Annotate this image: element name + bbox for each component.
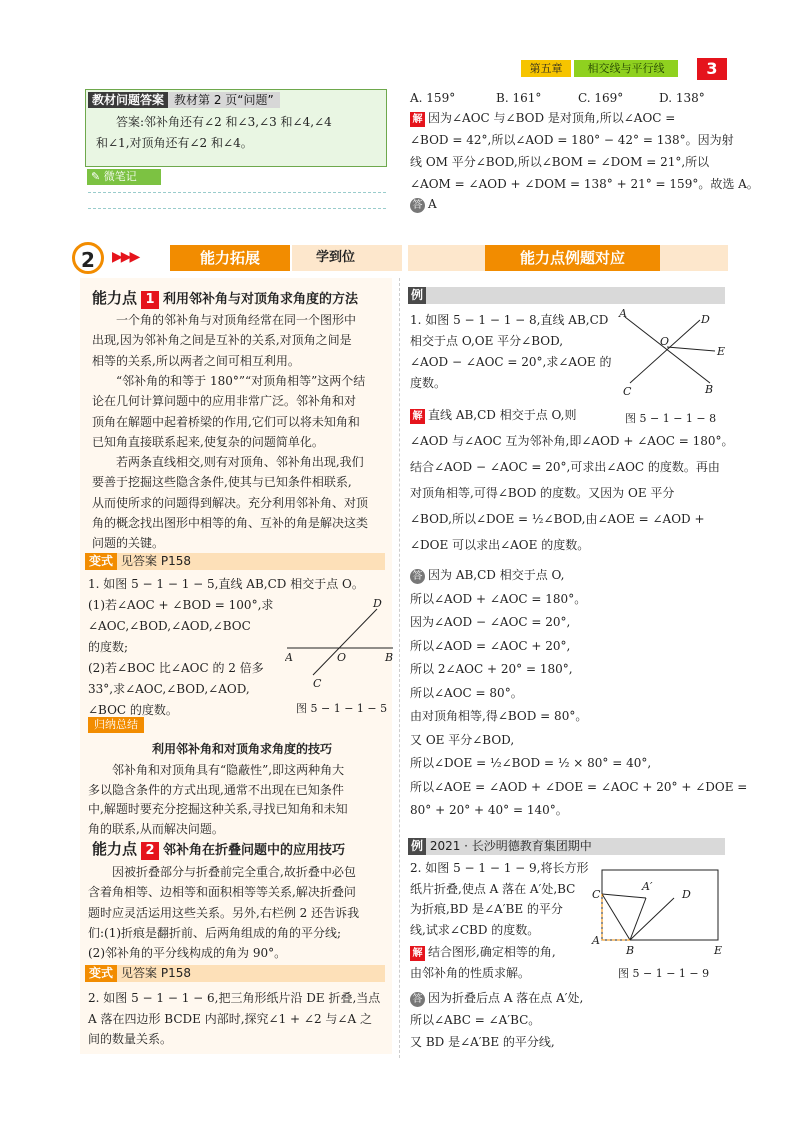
chapter-title: 相交线与平行线: [574, 60, 678, 77]
svg-text:C: C: [592, 888, 601, 901]
text-line: 纸片折叠,使点 A 落在 A′处,BC: [410, 881, 576, 896]
text-line: A 落在四边形 BCDE 内部时,探究∠1 + ∠2 与∠A 之: [88, 1011, 372, 1026]
text-line: ∠AOD − ∠AOC = 20°,求∠AOE 的: [410, 355, 612, 369]
text-line: 题时应灵活运用这些关系。另外,右栏例 2 还告诉我: [88, 905, 360, 920]
text-line: 角的概念找出图形中相等的角、互补的角是解决这类: [92, 516, 369, 530]
svg-text:A: A: [285, 651, 293, 664]
note-line: [88, 192, 386, 193]
point1-heading: 能力点 1 利用邻补角与对顶角求角度的方法: [92, 289, 359, 307]
text-line: 已知角直接联系起来,使复杂的问题简单化。: [92, 434, 324, 449]
summary-title: 利用邻补角和对顶角求角度的技巧: [151, 742, 332, 756]
solution-line: ∠AOM = ∠AOD + ∠DOM = 138° + 21° = 159°。故选 A。: [410, 177, 759, 191]
figure-caption: 图 5 − 1 − 1 − 9: [618, 967, 710, 980]
text-line: 们:(1)折痕是翻折前、后两角组成的角的平分线;: [88, 925, 342, 940]
text-line: 所以 2∠AOC + 20° = 180°,: [410, 662, 573, 676]
jie-badge: 解: [410, 409, 425, 424]
variant-bar: 变式 见答案 P158: [85, 965, 385, 982]
text-line: 解 结合图形,确定相等的角,: [410, 942, 556, 963]
text-line: 问题的关键。: [92, 536, 165, 551]
text-line: “邻补角的和等于 180°”“对顶角相等”这两个结: [116, 373, 366, 388]
figure-5-1-1-9: [590, 858, 730, 958]
text-line: (2)邻补角的平分线构成的角为 90°。: [88, 946, 287, 961]
textbook-subtag: 教材第 2 页“问题”: [168, 92, 280, 108]
text-line: 从而使所求的问题得到解决。充分利用邻补角、对顶: [92, 495, 369, 510]
text-line: 又 BD 是∠A′BE 的平分线,: [410, 1035, 555, 1049]
svg-text:A: A: [592, 934, 600, 947]
option-a: A. 159°: [410, 91, 456, 105]
figure-5-1-1-8: [615, 305, 730, 400]
figure-caption: 图 5 − 1 − 1 − 8: [625, 412, 717, 425]
page-number: 3: [697, 58, 727, 80]
micro-note-tag: [87, 169, 161, 185]
text-line: 又 OE 平分∠BOD,: [410, 732, 515, 747]
da-badge: 答: [410, 992, 425, 1007]
example1-bar: 例: [408, 287, 725, 304]
text-line: 答 因为折叠后点 A 落在点 A′处,: [410, 988, 583, 1009]
text-line: 出现,因为邻补角之间是互补的关系,对顶角之间是: [92, 333, 352, 348]
arrows-icon: ▶▶▶: [112, 249, 139, 265]
text-line: 一个角的邻补角与对顶角经常在同一个图形中: [116, 313, 357, 327]
text-line: 因为∠AOD − ∠AOC = 20°,: [410, 615, 571, 629]
solution-line: ∠BOD = 42°,所以∠AOD = 180° − 42° = 138°。因为射: [410, 133, 734, 147]
text-line: 对顶角相等,可得∠BOD 的度数。又因为 OE 平分: [410, 486, 675, 500]
variant-bar: 变式 见答案 P158: [85, 553, 385, 570]
text-line: 33°,求∠AOC,∠BOD,∠AOD,: [88, 682, 250, 696]
text-line: ∠BOD,所以∠DOE = ½∠BOD,由∠AOE = ∠AOD +: [410, 512, 705, 526]
option-b: B. 161°: [496, 91, 542, 105]
answer-line: 答 A: [410, 194, 437, 215]
jie-badge: 解: [410, 112, 425, 127]
text-line: 相等的关系,所以两者之间可相互利用。: [92, 353, 300, 368]
text-line: 80° + 20° + 40° = 140°。: [410, 803, 568, 817]
text-line: 顶角在解题中起着桥梁的作用,它们可以将未知角和: [92, 414, 360, 429]
text-line: 为折痕,BD 是∠A′BE 的平分: [410, 902, 563, 916]
svg-text:B: B: [705, 383, 714, 396]
text-line: 线,试求∠CBD 的度数。: [410, 922, 540, 937]
option-c: C. 169°: [578, 91, 624, 105]
svg-text:B: B: [626, 944, 635, 957]
text-line: 含着角相等、边相等和面积相等等关系,解决折叠问: [88, 885, 356, 900]
text-line: (1)若∠AOC + ∠BOD = 100°,求: [88, 598, 274, 612]
text-line: 由邻补角的性质求解。: [410, 966, 531, 980]
textbook-tag: 教材问题答案: [88, 92, 168, 108]
text-line: 度数。: [410, 376, 447, 390]
text-line: ∠AOC,∠BOD,∠AOD,∠BOC: [88, 619, 251, 633]
example2-bar: 例 2021 · 长沙明德教育集团期中: [408, 838, 725, 855]
textbook-tag-row: [88, 91, 280, 108]
text-line: 中,解题时要充分挖掘这种关系,寻找已知角和未知: [88, 802, 348, 816]
svg-text:C: C: [313, 677, 322, 690]
chapter-label: 第五章: [521, 60, 571, 77]
text-line: 若两条直线相交,则有对顶角、邻补角出现,我们: [116, 455, 364, 470]
text-line: 多以隐含条件的方式出现,通常不出现在已知条件: [88, 782, 344, 797]
textbook-line: 和∠1,对顶角还有∠2 和∠4。: [96, 136, 253, 150]
text-line: 结合∠AOD − ∠AOC = 20°,可求出∠AOC 的度数。再由: [410, 460, 720, 474]
summary-tag: 归纳总结: [88, 717, 144, 733]
point2-heading: 能力点 2 邻补角在折叠问题中的应用技巧: [92, 840, 346, 858]
text-line: 所以∠AOD + ∠AOC = 180°。: [410, 591, 587, 606]
text-line: 所以∠AOD = ∠AOC + 20°,: [410, 638, 571, 653]
svg-text:B: B: [385, 651, 394, 664]
text-line: 解 直线 AB,CD 相交于点 O,则: [410, 405, 577, 426]
svg-text:A′: A′: [642, 880, 653, 893]
svg-text:O: O: [337, 651, 347, 664]
solution-line: 线 OM 平分∠BOD,所以∠BOM = ∠DOM = 21°,所以: [410, 155, 710, 169]
text-line: 所以∠ABC = ∠A′BC。: [410, 1013, 541, 1027]
column-divider: [399, 278, 400, 1058]
section-right-title: 能力点例题对应: [485, 245, 660, 271]
figure-caption: 图 5 − 1 − 1 − 5: [296, 702, 388, 715]
text-line: 1. 如图 5 − 1 − 1 − 5,直线 AB,CD 相交于点 O。: [88, 577, 364, 591]
note-line: [88, 208, 386, 209]
text-line: 角的联系,从而解决问题。: [88, 821, 224, 836]
text-line: 所以∠AOC = 80°。: [410, 685, 523, 700]
text-line: 由对顶角相等,得∠BOD = 80°。: [410, 709, 588, 723]
figure-5-1-1-5: [285, 595, 395, 690]
text-line: 邻补角和对顶角具有“隐蔽性”,即这两种角大: [112, 763, 345, 777]
option-d: D. 138°: [659, 91, 705, 105]
text-line: 的度数;: [88, 640, 129, 654]
section-number: 2: [72, 242, 104, 274]
svg-text:E: E: [717, 345, 726, 358]
solution-line: 解 因为∠AOC 与∠BOD 是对顶角,所以∠AOC =: [410, 108, 675, 129]
example2-source: 2021 · 长沙明德教育集团期中: [429, 839, 592, 853]
text-line: 答 因为 AB,CD 相交于点 O,: [410, 565, 565, 586]
text-line: 2. 如图 5 − 1 − 1 − 9,将长方形: [410, 861, 589, 875]
section-subtitle: 学到位: [292, 245, 402, 271]
svg-text:D: D: [701, 313, 710, 326]
svg-text:C: C: [623, 385, 632, 398]
text-line: 因被折叠部分与折叠前完全重合,故折叠中必包: [112, 865, 356, 879]
text-line: 要善于挖掘这些隐含条件,使其与已知条件相联系,: [92, 475, 352, 490]
micro-note-label: 微笔记: [103, 170, 137, 183]
text-line: 2. 如图 5 − 1 − 1 − 6,把三角形纸片沿 DE 折叠,当点: [88, 991, 381, 1005]
text-line: 所以∠DOE = ½∠BOD = ½ × 80° = 40°,: [410, 756, 652, 770]
text-line: 所以∠AOE = ∠AOD + ∠DOE = ∠AOC + 20° + ∠DOE =: [410, 779, 748, 794]
text-line: 间的数量关系。: [88, 1032, 173, 1046]
textbook-line: 答案:邻补角还有∠2 和∠3,∠3 和∠4,∠4: [116, 115, 332, 129]
section-title: 能力拓展: [170, 245, 290, 271]
text-line: ∠BOC 的度数。: [88, 703, 178, 717]
svg-text:O: O: [660, 335, 670, 348]
svg-text:D: D: [682, 888, 691, 901]
svg-text:E: E: [714, 944, 723, 957]
text-line: 1. 如图 5 − 1 − 1 − 8,直线 AB,CD: [410, 313, 609, 327]
svg-text:D: D: [373, 597, 382, 610]
text-line: 论在几何计算问题中的应用非常广泛。邻补角和对: [92, 394, 357, 409]
da-badge: 答: [410, 198, 425, 213]
text-line: ∠DOE 可以求出∠AOE 的度数。: [410, 538, 590, 552]
text-line: 相交于点 O,OE 平分∠BOD,: [410, 334, 564, 348]
da-badge: 答: [410, 569, 425, 584]
jie-badge: 解: [410, 946, 425, 961]
text-line: (2)若∠BOC 比∠AOC 的 2 倍多: [88, 661, 264, 675]
svg-text:A: A: [619, 307, 627, 320]
pencil-icon: ✎: [91, 170, 101, 183]
text-line: ∠AOD 与∠AOC 互为邻补角,即∠AOD + ∠AOC = 180°。: [410, 434, 734, 448]
